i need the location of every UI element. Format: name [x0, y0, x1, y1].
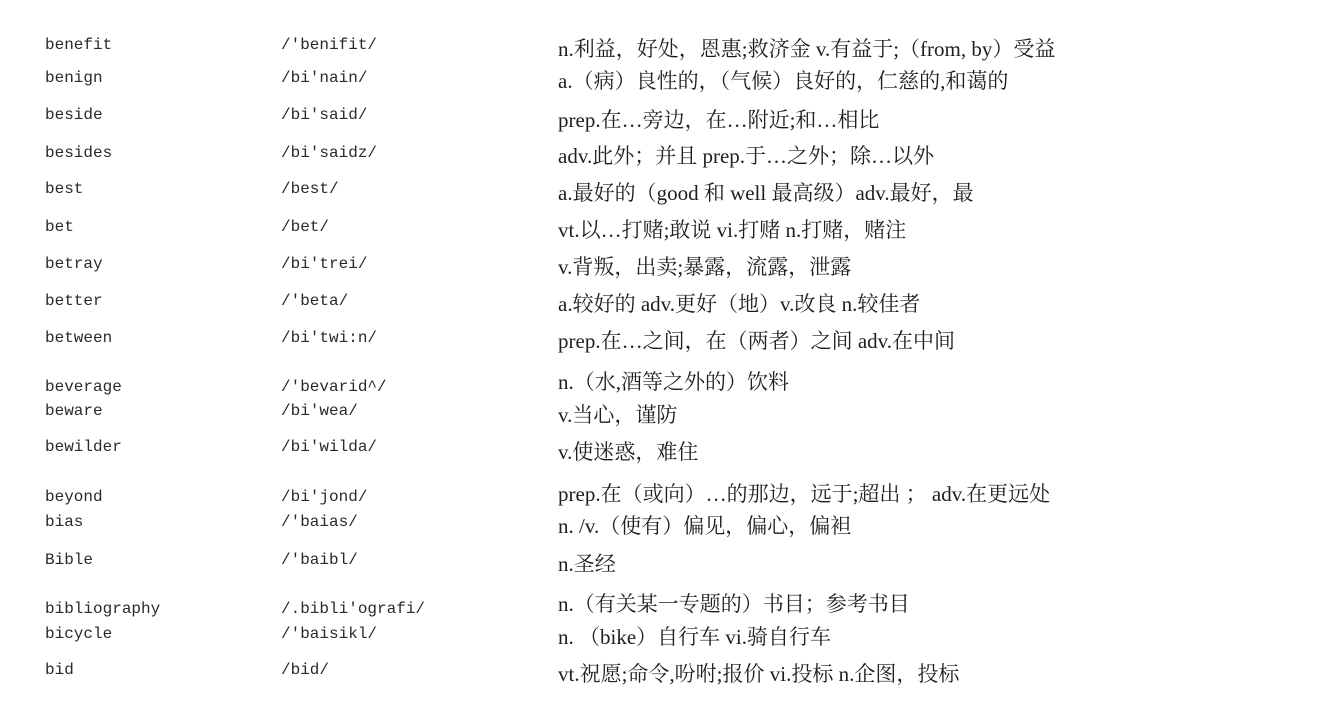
entry-phonetic: /bet/ — [281, 218, 330, 236]
entry-definition: v.背叛，出卖;暴露，流露，泄露 — [558, 255, 852, 279]
entry-word: benign — [45, 69, 103, 87]
entry-phonetic: /'benifit/ — [281, 36, 378, 54]
entry-definition: adv.此外；并且 prep.于…之外；除…以外 — [558, 144, 935, 168]
entry-definition: a.较好的 adv.更好（地）v.改良 n.较佳者 — [558, 292, 921, 316]
entry-word: beyond — [45, 488, 103, 506]
entry-definition: a.（病）良性的，（气候）良好的，仁慈的,和蔼的 — [558, 69, 1009, 93]
entry-word: best — [45, 180, 84, 198]
entry-definition: a.最好的（good 和 well 最高级）adv.最好，最 — [558, 181, 974, 205]
entry-word: beware — [45, 402, 103, 420]
entry-phonetic: /'baibl/ — [281, 551, 358, 569]
entry-phonetic: /bi'said/ — [281, 106, 368, 124]
entry-word: beverage — [45, 378, 122, 396]
entry-word: beside — [45, 106, 103, 124]
entry-definition: n.圣经 — [558, 552, 616, 576]
entry-phonetic: /.bibli'ografi/ — [281, 600, 426, 618]
entry-definition: n.利益，好处，恩惠;救济金 v.有益于;（from, by）受益 — [558, 37, 1056, 61]
entry-phonetic: /bi'trei/ — [281, 255, 368, 273]
entry-word: bet — [45, 218, 74, 236]
entry-phonetic: /'bevarid^/ — [281, 378, 387, 396]
entry-phonetic: /bi'saidz/ — [281, 144, 378, 162]
entry-phonetic: /bid/ — [281, 661, 330, 679]
entry-definition: n. /v.（使有）偏见，偏心，偏袒 — [558, 514, 852, 538]
entry-phonetic: /'beta/ — [281, 292, 349, 310]
entry-phonetic: /'baisikl/ — [281, 625, 378, 643]
entry-definition: v.当心，谨防 — [558, 403, 678, 427]
entry-phonetic: /bi'nain/ — [281, 69, 368, 87]
entry-definition: n.（有关某一专题的）书目；参考书目 — [558, 592, 910, 616]
entry-definition: vt.以…打赌;敢说 vi.打赌 n.打赌，赌注 — [558, 218, 907, 242]
entry-word: bid — [45, 661, 74, 679]
entry-definition: prep.在…之间，在（两者）之间 adv.在中间 — [558, 329, 956, 353]
entry-definition: v.使迷惑，难住 — [558, 440, 699, 464]
entry-word: benefit — [45, 36, 113, 54]
entry-definition: n. （bike）自行车 vi.骑自行车 — [558, 625, 831, 649]
entry-phonetic: /bi'twi:n/ — [281, 329, 378, 347]
entry-word: besides — [45, 144, 113, 162]
entry-phonetic: /best/ — [281, 180, 339, 198]
entry-phonetic: /'baias/ — [281, 513, 358, 531]
entry-word: bias — [45, 513, 84, 531]
entry-word: Bible — [45, 551, 94, 569]
entry-word: better — [45, 292, 103, 310]
entry-definition: prep.在…旁边，在…附近;和…相比 — [558, 108, 880, 132]
entry-phonetic: /bi'jond/ — [281, 488, 368, 506]
entry-word: bicycle — [45, 625, 113, 643]
entry-word: betray — [45, 255, 103, 273]
entry-word: bewilder — [45, 438, 122, 456]
entry-definition: prep.在（或向）…的那边，远于;超出 ； adv.在更远处 — [558, 482, 1051, 506]
entry-word: between — [45, 329, 113, 347]
entry-definition: vt.祝愿;命令,吩咐;报价 vi.投标 n.企图，投标 — [558, 662, 960, 686]
entry-word: bibliography — [45, 600, 161, 618]
entry-phonetic: /bi'wea/ — [281, 402, 358, 420]
entry-definition: n.（水,酒等之外的）饮料 — [558, 370, 789, 394]
entry-phonetic: /bi'wilda/ — [281, 438, 378, 456]
